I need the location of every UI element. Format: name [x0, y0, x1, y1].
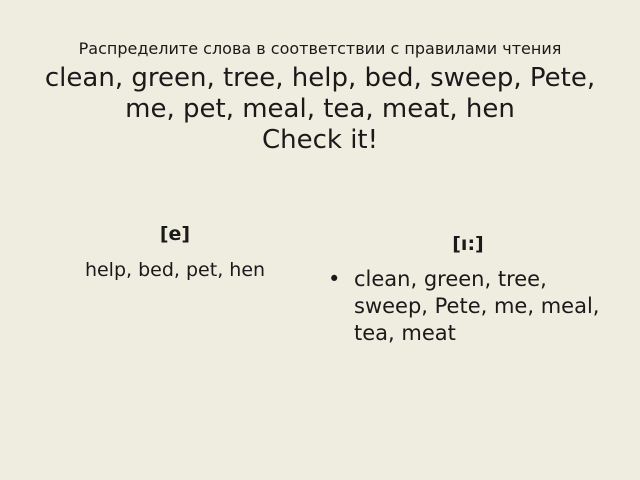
title-block	[20, 38, 620, 156]
column-i-long-heading: [ı:]	[452, 233, 484, 255]
list-item	[318, 266, 618, 347]
word-list: clean, green, tree, help, bed, sweep, Pete, me, pet, meal, tea, meat, hen	[44, 63, 596, 124]
column-i-long-words: clean, green, tree, sweep, Pete, me, meal, tea, meat	[354, 267, 600, 345]
instruction-text: Распределите слова в соответствии с правилами чтения	[78, 39, 562, 58]
column-e	[40, 220, 310, 284]
column-i-long-list	[318, 266, 618, 347]
check-prompt: Check it!	[261, 125, 379, 155]
bullet-icon: •	[328, 267, 341, 291]
column-i-long	[318, 230, 618, 347]
column-e-heading: [e]	[159, 223, 191, 245]
column-e-words: help, bed, pet, hen	[84, 259, 266, 281]
